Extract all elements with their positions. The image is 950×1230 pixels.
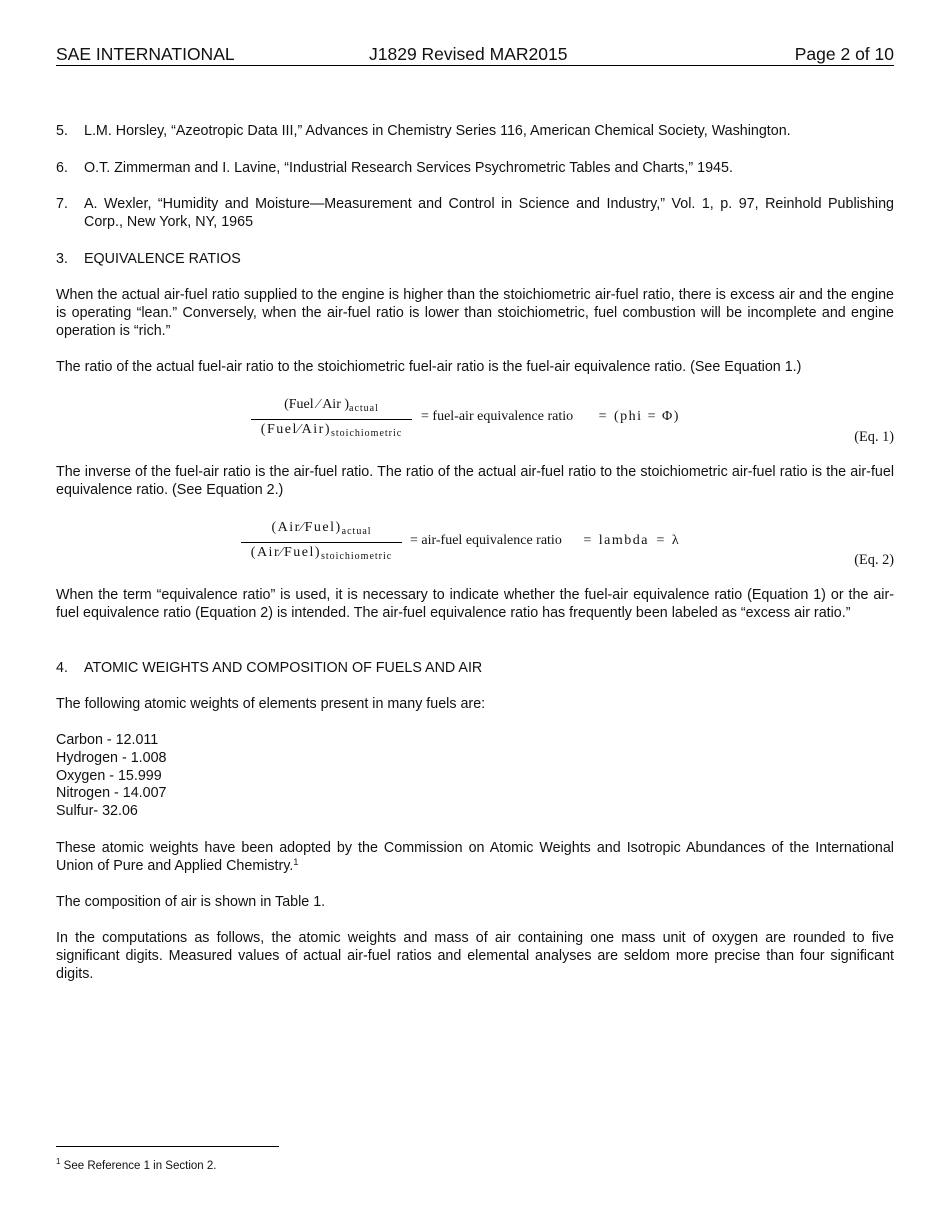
section-3-paragraph-2: The ratio of the actual fuel-air ratio to the stoichiometric fuel-air ratio is the fuel-air equivalence ratio. (See Equation 1.) <box>56 359 802 375</box>
eq1-rhs: = fuel-air equivalence ratio = (phi = Φ) <box>421 409 680 424</box>
atomic-weights-list <box>56 732 166 821</box>
footnote-divider <box>56 1146 279 1147</box>
header-page-number: Page 2 of 10 <box>794 44 894 64</box>
page-header <box>56 43 894 66</box>
list-item: Carbon - 12.011 <box>56 732 159 748</box>
section-4-paragraph-4: In the computations as follows, the atomic weights and mass of air containing one mass unit of oxygen are rounded to five significant digits. Measured values of actual air-fuel ratios and elemental analyses are seldom more precise than four significant digits. <box>56 930 894 982</box>
reference-text: A. Wexler, “Humidity and Moisture—Measurement and Control in Science and Industry,” Vol. 1, p. 97, Reinhold Publishing Corp., New York, NY, 1965 <box>84 196 894 230</box>
section-3-paragraph-3: The inverse of the fuel-air ratio is the air-fuel ratio. The ratio of the actual air-fuel ratio to the stoichiometric air-fuel ratio is the air-fuel equivalence ratio. (See Equation 2.) <box>56 464 894 498</box>
eq1-numerator: (Fuel ⁄ Air )$_{actual}$ <box>284 397 379 414</box>
header-doc-id: J1829 Revised MAR2015 <box>369 44 568 64</box>
section-title: EQUIVALENCE RATIOS <box>84 251 241 267</box>
section-3-paragraph-4: When the term “equivalence ratio” is used, it is necessary to indicate whether the fuel-air equivalence ratio (Equation 1) or the air-fuel equivalence ratio (Equation 2) is intended. The air-fuel equivalence ratio has frequently been labeled as “excess air ratio.” <box>56 587 894 621</box>
section-3-heading <box>56 251 241 269</box>
eq2-denominator: $(Air⁄Fuel)_{stoichiometric}$ <box>241 542 402 565</box>
reference-5 <box>56 123 894 141</box>
list-item: Hydrogen - 1.008 <box>56 749 167 766</box>
reference-text: L.M. Horsley, “Azeotropic Data III,” Advances in Chemistry Series 116, American Chemical Society, Washington. <box>84 123 791 139</box>
reference-number: 6. <box>56 160 68 176</box>
eq2-numerator: $(Air⁄Fuel)_{actual}$ <box>271 520 372 537</box>
section-number: 4. <box>56 660 68 676</box>
eq2-rhs: = air-fuel equivalence ratio = lambda = λ <box>410 533 679 548</box>
footnote-marker: 1 <box>293 856 299 867</box>
list-item: Sulfur- 32.06 <box>56 803 138 820</box>
reference-number: 5. <box>56 123 68 139</box>
list-item: Oxygen - 15.999 <box>56 767 162 784</box>
eq1-label: (Eq. 1) <box>854 429 894 445</box>
section-4-paragraph-1: The following atomic weights of elements present in many fuels are: <box>56 696 486 712</box>
section-4-paragraph-3: The composition of air is shown in Table 1. <box>56 894 326 910</box>
section-4-paragraph-2: These atomic weights have been adopted by the Commission on Atomic Weights and Isotropic Abundances of the International Union of Pure and Applied Chemistry.$^1$ <box>56 840 894 874</box>
section-number: 3. <box>56 251 68 267</box>
reference-6 <box>56 160 894 178</box>
footnote-mark: 1 <box>56 1157 61 1166</box>
eq1-fraction <box>251 397 412 442</box>
section-3-paragraph-1: When the actual air-fuel ratio supplied to the engine is higher than the stoichiometric air-fuel ratio, there is excess air and the engine is operating “lean.” Conversely, when the air-fuel ratio is lower than stoichiometric, fuel combustion will be incomplete and engine operation is “rich.” <box>56 287 894 339</box>
footnote <box>56 1157 216 1172</box>
header-org: SAE INTERNATIONAL <box>56 44 235 64</box>
reference-7 <box>56 196 894 232</box>
reference-text: O.T. Zimmerman and I. Lavine, “Industrial Research Services Psychrometric Tables and Charts,” 1945. <box>84 160 733 176</box>
eq2-label: (Eq. 2) <box>854 552 894 568</box>
section-4-heading <box>56 660 482 678</box>
list-item: Nitrogen - 14.007 <box>56 785 167 802</box>
eq2-fraction <box>241 520 402 565</box>
eq1-denominator: $(Fuel⁄Air)_{stoichiometric}$ <box>251 419 412 442</box>
reference-number: 7. <box>56 196 68 212</box>
section-title: ATOMIC WEIGHTS AND COMPOSITION OF FUELS AND AIR <box>84 660 483 676</box>
footnote-text: See Reference 1 in Section 2. <box>63 1159 217 1172</box>
